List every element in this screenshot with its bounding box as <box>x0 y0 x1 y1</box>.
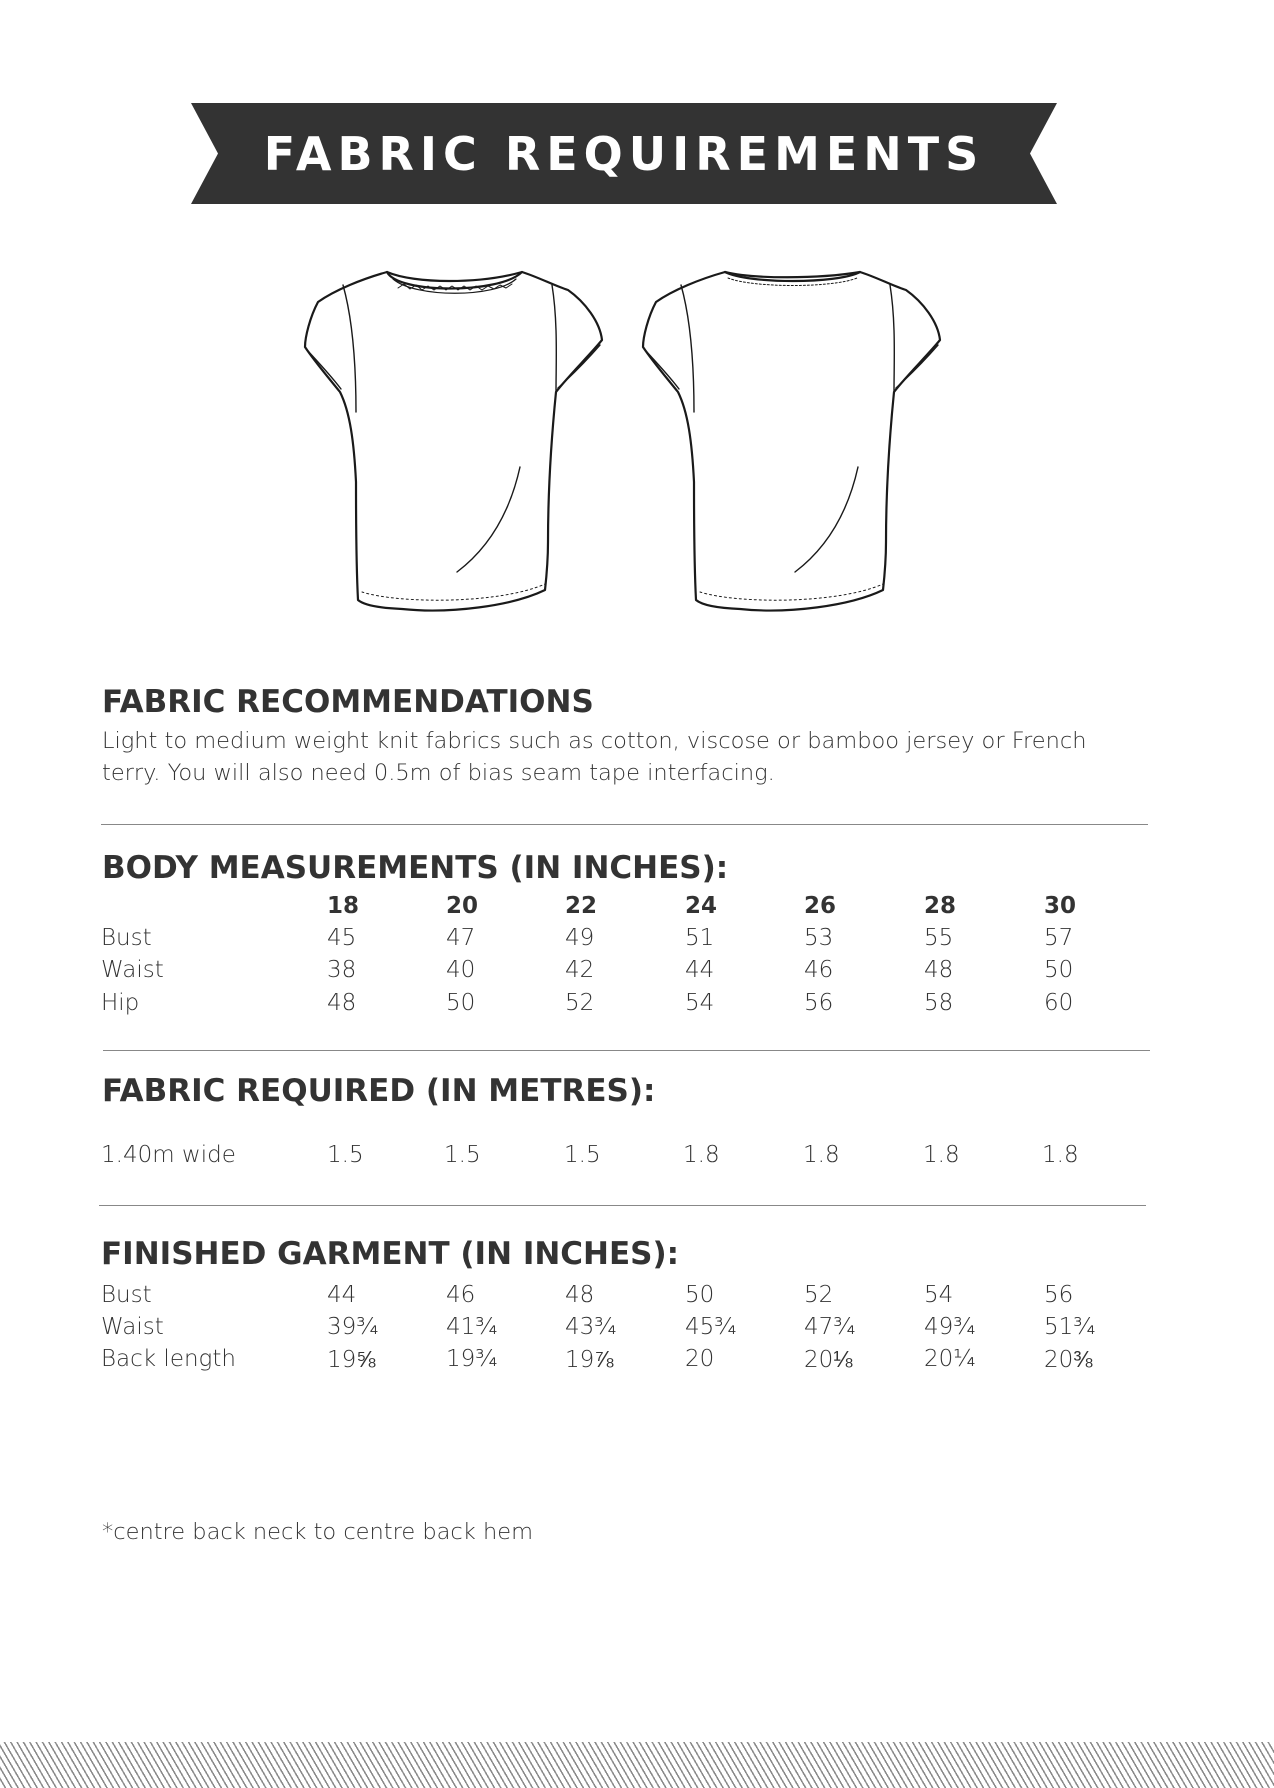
table-cell: 42 <box>565 957 595 983</box>
table-cell: 60 <box>1044 990 1074 1016</box>
table-cell: 54 <box>685 990 715 1016</box>
table-cell: 46 <box>446 1282 476 1308</box>
table-cell: 20⅜ <box>1044 1347 1093 1373</box>
table-cell: 54 <box>924 1282 954 1308</box>
table-cell: 55 <box>924 925 954 951</box>
table-cell: 19⅝ <box>327 1347 376 1373</box>
garment-illustration <box>290 262 970 627</box>
section-divider <box>101 824 1148 825</box>
table-cell: 48 <box>565 1282 595 1308</box>
page-title: FABRIC REQUIREMENTS <box>263 126 985 181</box>
row-label: Bust <box>101 925 152 951</box>
table-cell: 43¾ <box>565 1314 617 1340</box>
title-banner <box>191 103 1057 204</box>
table-cell: 52 <box>804 1282 834 1308</box>
size-header: 30 <box>1044 893 1077 919</box>
table-cell: 1.5 <box>444 1142 481 1168</box>
table-cell: 20 <box>685 1346 715 1372</box>
table-cell: 44 <box>327 1282 357 1308</box>
table-row <box>0 1282 1274 1314</box>
size-header: 28 <box>924 893 957 919</box>
size-header: 22 <box>565 893 598 919</box>
table-row <box>0 990 1274 1022</box>
size-header: 18 <box>327 893 360 919</box>
table-cell: 52 <box>565 990 595 1016</box>
garment-back-view <box>643 272 940 610</box>
garment-front-view <box>305 272 602 610</box>
row-label: Hip <box>101 990 140 1016</box>
table-cell: 20⅛ <box>804 1347 853 1373</box>
table-cell: 50 <box>446 990 476 1016</box>
table-cell: 49 <box>565 925 595 951</box>
table-cell: 45¾ <box>685 1314 737 1340</box>
section-divider <box>99 1205 1146 1206</box>
recommendations-heading: FABRIC RECOMMENDATIONS <box>102 684 594 720</box>
size-header: 20 <box>446 893 479 919</box>
table-cell: 1.8 <box>803 1142 840 1168</box>
table-cell: 58 <box>924 990 954 1016</box>
table-cell: 50 <box>685 1282 715 1308</box>
table-cell: 53 <box>804 925 834 951</box>
table-row <box>0 1142 1274 1174</box>
size-header: 26 <box>804 893 837 919</box>
size-header-row <box>0 893 1274 925</box>
table-cell: 41¾ <box>446 1314 498 1340</box>
table-cell: 38 <box>327 957 357 983</box>
table-cell: 50 <box>1044 957 1074 983</box>
table-cell: 56 <box>1044 1282 1074 1308</box>
row-label: Back length <box>101 1346 236 1372</box>
table-row <box>0 1314 1274 1346</box>
table-cell: 1.8 <box>683 1142 720 1168</box>
table-cell: 44 <box>685 957 715 983</box>
table-cell: 46 <box>804 957 834 983</box>
table-cell: 51¾ <box>1044 1314 1096 1340</box>
fabric-required-heading: FABRIC REQUIRED (IN METRES): <box>102 1073 656 1109</box>
table-cell: 57 <box>1044 925 1074 951</box>
table-cell: 47 <box>446 925 476 951</box>
striped-footer-band <box>0 1742 1274 1788</box>
row-label: 1.40m wide <box>101 1142 236 1168</box>
table-cell: 19⅞ <box>565 1347 614 1373</box>
table-cell: 40 <box>446 957 476 983</box>
row-label: Waist <box>101 957 164 983</box>
footnote: *centre back neck to centre back hem <box>102 1519 534 1545</box>
table-cell: 1.5 <box>564 1142 601 1168</box>
table-cell: 20¼ <box>924 1346 976 1372</box>
table-row <box>0 925 1274 957</box>
row-label: Bust <box>101 1282 152 1308</box>
table-cell: 48 <box>327 990 357 1016</box>
table-cell: 1.8 <box>923 1142 960 1168</box>
table-cell: 39¾ <box>327 1314 379 1340</box>
table-cell: 47¾ <box>804 1314 856 1340</box>
table-cell: 45 <box>327 925 357 951</box>
section-divider <box>103 1050 1150 1051</box>
size-header: 24 <box>685 893 718 919</box>
table-cell: 49¾ <box>924 1314 976 1340</box>
table-cell: 19¾ <box>446 1346 498 1372</box>
recommendations-text: Light to medium weight knit fabrics such as cotton, viscose or bamboo jersey or French terry. You will also need 0.5m of bias seam tape interfacing. <box>102 728 1087 786</box>
body-measurements-heading: BODY MEASUREMENTS (IN INCHES): <box>102 850 729 886</box>
table-row <box>0 1346 1274 1378</box>
table-cell: 51 <box>685 925 715 951</box>
table-row <box>0 957 1274 989</box>
table-cell: 1.8 <box>1042 1142 1079 1168</box>
finished-garment-heading: FINISHED GARMENT (IN INCHES): <box>101 1236 680 1272</box>
table-cell: 56 <box>804 990 834 1016</box>
table-cell: 48 <box>924 957 954 983</box>
table-cell: 1.5 <box>327 1142 364 1168</box>
row-label: Waist <box>101 1314 164 1340</box>
